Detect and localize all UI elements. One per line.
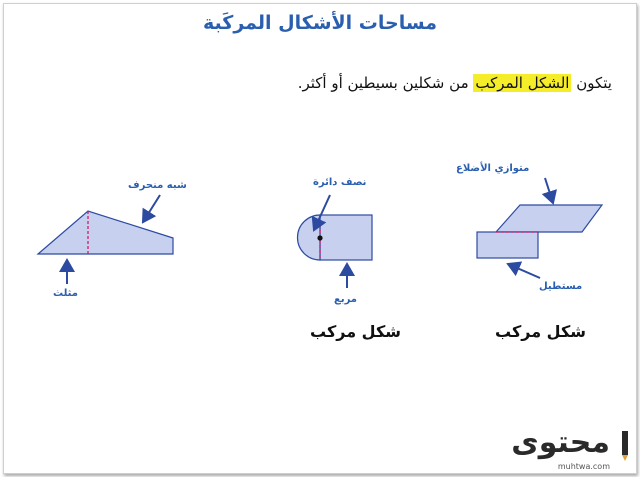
caption-left: شكل مركب [495, 322, 586, 341]
rectangle-shape [477, 232, 538, 258]
semicircle-center-dot [317, 235, 322, 240]
triangle-trapezoid-shape [38, 211, 173, 254]
label-semicircle: نصف دائرة [313, 177, 367, 188]
logo-text: محتوى [511, 425, 610, 460]
intro-after: من شكلين بسيطين أو أكثر. [297, 74, 474, 92]
arrow-to-parallelogram [545, 178, 553, 203]
label-trapezoid: شبه منحرف [128, 180, 187, 191]
caption-middle: شكل مركب [310, 322, 401, 341]
parallelogram-shape [496, 205, 602, 232]
composite-figure-triangle-trapezoid [38, 195, 173, 284]
arrow-to-rectangle [508, 264, 540, 278]
intro-before: يتكون [571, 74, 612, 92]
pencil-icon [622, 431, 628, 461]
label-parallelogram: متوازي الأضلاع [456, 163, 530, 174]
intro-highlight: الشكل المركب [475, 74, 570, 92]
label-square: مربع [334, 294, 357, 305]
composite-figure-parallelogram-rectangle [477, 178, 602, 278]
composite-figure-square-semicircle [298, 195, 373, 288]
logo-url: muhtwa.com [557, 462, 610, 471]
arrow-to-trapezoid [143, 195, 160, 222]
square-shape [320, 215, 372, 260]
site-logo [511, 425, 632, 473]
label-triangle: مثلث [53, 288, 78, 299]
label-rectangle: مستطيل [539, 281, 583, 292]
semicircle-shape [298, 215, 321, 260]
slide-title: مساحات الأشكال المركَبة [203, 12, 437, 34]
